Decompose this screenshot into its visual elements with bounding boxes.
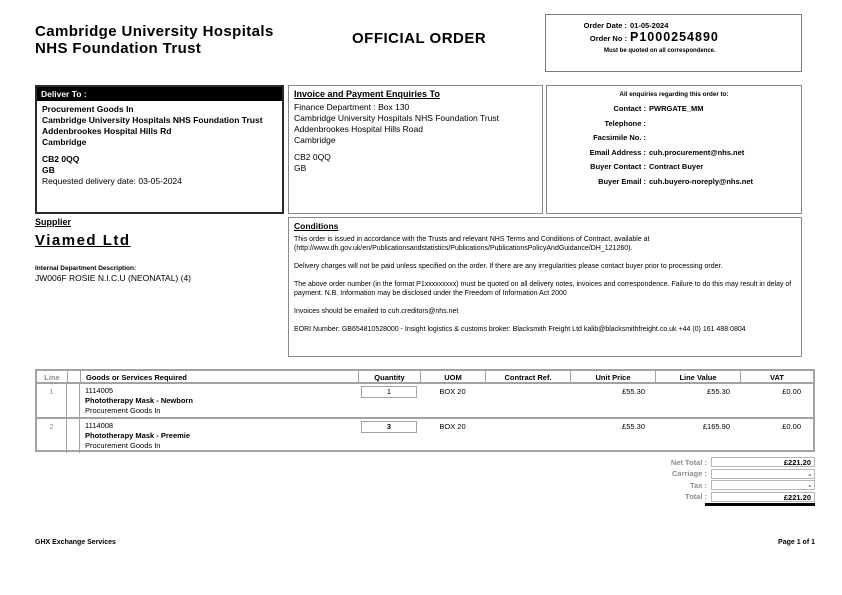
document-title: OFFICIAL ORDER: [352, 30, 487, 47]
supplier-title: Supplier: [35, 217, 72, 227]
carriage-label: Carriage :: [671, 469, 707, 478]
tax-label: Tax :: [690, 480, 707, 490]
item-code: 1114005: [85, 386, 114, 395]
item-department: Procurement Goods In: [85, 406, 161, 415]
trust-name-line1: Cambridge University Hospitals: [35, 23, 274, 40]
header-goods: Goods or Services Required: [80, 371, 358, 384]
supplier-section: [35, 217, 285, 283]
deliver-country: GB: [42, 165, 55, 175]
header-contract-ref: Contract Ref.: [485, 371, 570, 384]
deliver-postcode: CB2 0QQ: [42, 154, 80, 164]
row-line-number: 1: [37, 384, 67, 418]
item-description: Phototherapy Mask - Newborn: [85, 396, 193, 405]
total-row: [593, 492, 815, 502]
deliver-line: Cambridge University Hospitals NHS Foundation Trust: [42, 115, 263, 125]
header-quantity: Quantity: [358, 371, 420, 384]
facsimile-label: Facsimile No. :: [593, 133, 646, 142]
conditions-box: [288, 217, 802, 357]
row-unit-price: £55.30: [622, 387, 645, 396]
invoice-country: GB: [294, 163, 307, 173]
invoice-line: Cambridge: [294, 135, 336, 145]
order-note: Must be quoted on all correspondence.: [604, 48, 716, 54]
row-line-number: 2: [37, 419, 67, 453]
row-uom: BOX 20: [439, 387, 466, 396]
total-underline: [705, 503, 815, 506]
conditions-paragraph: This order is issued in accordance with the Trusts and relevant NHS Terms and Conditions of Contract, available at (http://www.dh.gov.uk/en/Publicationsandstatistics/Publications/PublicationsPolicyAndGuidance/DH_121260).: [294, 236, 650, 252]
facsimile-value: [649, 133, 797, 142]
table-row: [37, 384, 813, 417]
net-total-label: Net Total :: [670, 457, 707, 467]
email-address-value: cuh.procurement@nhs.net: [649, 147, 745, 157]
conditions-paragraph: EORI Number: GB654810528000 - Insight logistics & customs broker: Blacksmith Freight Ltd kalib@blacksmithfreight.co.uk +44 (0) 161 488 0804: [294, 326, 746, 333]
row-uom: BOX 20: [439, 422, 466, 431]
order-number-label: Order No :: [589, 34, 627, 43]
total-value: £221.20: [711, 492, 815, 502]
header-unit-price: Unit Price: [570, 371, 655, 384]
conditions-paragraph: Delivery charges will not be paid unless specified on the order. If there are any irregularities please contact buyer prior to processing order.: [294, 263, 723, 270]
invoice-line: Addenbrookes Hospital Hills Road: [294, 124, 423, 134]
deliver-line: Cambridge: [42, 137, 87, 147]
deliver-to-box: [35, 85, 284, 214]
footer-service-name: GHX Exchange Services: [35, 539, 116, 546]
order-info-box: [545, 14, 802, 72]
invoice-postcode: CB2 0QQ: [294, 152, 331, 162]
line-items-table: [35, 369, 815, 452]
net-total-value: £221.20: [711, 457, 815, 467]
internal-dept-value: JW006F ROSIE N.I.C.U (NEONATAL) (4): [35, 273, 192, 283]
invoice-line: Finance Department : Box 130: [294, 102, 410, 112]
order-date-label: Order Date :: [583, 21, 627, 30]
tax-value: -: [711, 480, 815, 490]
item-code: 1114008: [85, 421, 114, 430]
conditions-title: Conditions: [294, 221, 339, 231]
item-description: Phototherapy Mask - Preemie: [85, 431, 191, 440]
row-vat: £0.00: [782, 387, 801, 396]
header-vat: VAT: [740, 371, 813, 384]
deliver-to-address: [37, 101, 282, 190]
enquiries-grid: [551, 104, 797, 186]
buyer-email-label: Buyer Email :: [598, 176, 646, 186]
deliver-line: Addenbrookes Hospital Hills Rd: [42, 126, 172, 136]
contact-label: Contact :: [613, 104, 646, 113]
table-header-row: [37, 371, 813, 384]
totals-section: [593, 457, 815, 506]
requested-delivery-date: Requested delivery date: 03-05-2024: [42, 176, 182, 186]
enquiries-heading: All enquiries regarding this order to:: [619, 91, 729, 98]
order-number-value: P1000254890: [630, 30, 719, 44]
total-label: Total :: [685, 492, 707, 501]
tax-row: [593, 480, 815, 490]
row-contract-ref: [485, 419, 570, 453]
trust-name: [35, 23, 315, 57]
row-line-value: £165.90: [702, 422, 730, 431]
row-spacer: [67, 419, 80, 453]
table-row: [37, 417, 813, 450]
order-number-row: [546, 30, 801, 44]
row-spacer: [67, 384, 80, 418]
telephone-label: Telephone :: [604, 118, 646, 128]
row-goods: [80, 419, 358, 453]
deliver-to-title: Deliver To :: [37, 87, 282, 101]
trust-name-line2: NHS Foundation Trust: [35, 40, 202, 57]
buyer-contact-value: Contract Buyer: [649, 162, 704, 171]
email-address-label: Email Address :: [589, 147, 646, 157]
invoice-to-box: [288, 85, 543, 214]
invoice-line: Cambridge University Hospitals NHS Foundation Trust: [294, 113, 500, 123]
header-line: Line: [44, 373, 60, 382]
quantity-value: 1: [361, 386, 417, 398]
telephone-value: [649, 119, 797, 128]
deliver-line: Procurement Goods In: [42, 104, 134, 114]
item-department: Procurement Goods In: [85, 441, 161, 450]
footer-page-number: Page 1 of 1: [778, 539, 815, 546]
row-vat: £0.00: [782, 422, 801, 431]
conditions-paragraph: The above order number (in the format P1xxxxxxxxx) must be quoted on all delivery notes, invoices and correspondence. Failure to do this may result in delay of payment. N.B. Information may be disclosed under the Freedom of Information Act 2000: [294, 281, 792, 297]
header-spacer: [67, 371, 80, 384]
order-date-value: 01-05-2024: [630, 21, 669, 30]
row-quantity-cell: [358, 419, 420, 453]
contact-value: PWRGATE_MM: [649, 104, 704, 113]
invoice-to-title: Invoice and Payment Enquiries To: [294, 89, 440, 99]
buyer-email-value: cuh.buyero-noreply@nhs.net: [649, 176, 753, 186]
header-uom: UOM: [420, 371, 485, 384]
quantity-value: 3: [361, 421, 417, 433]
net-total-row: [593, 457, 815, 467]
carriage-value: -: [711, 469, 815, 479]
conditions-paragraph: Invoices should be emailed to cuh.creditors@nhs.net: [294, 308, 459, 315]
row-contract-ref: [485, 384, 570, 418]
carriage-row: [593, 469, 815, 479]
header-line-value: Line Value: [655, 371, 740, 384]
row-goods: [80, 384, 358, 418]
buyer-contact-label: Buyer Contact :: [590, 162, 646, 171]
row-quantity-cell: [358, 384, 420, 418]
row-unit-price: £55.30: [622, 422, 645, 431]
order-date-row: [546, 21, 801, 30]
internal-dept-label: Internal Department Description:: [35, 265, 137, 272]
row-line-value: £55.30: [707, 387, 730, 396]
enquiries-box: [546, 85, 802, 214]
supplier-name: Viamed Ltd: [35, 232, 131, 249]
